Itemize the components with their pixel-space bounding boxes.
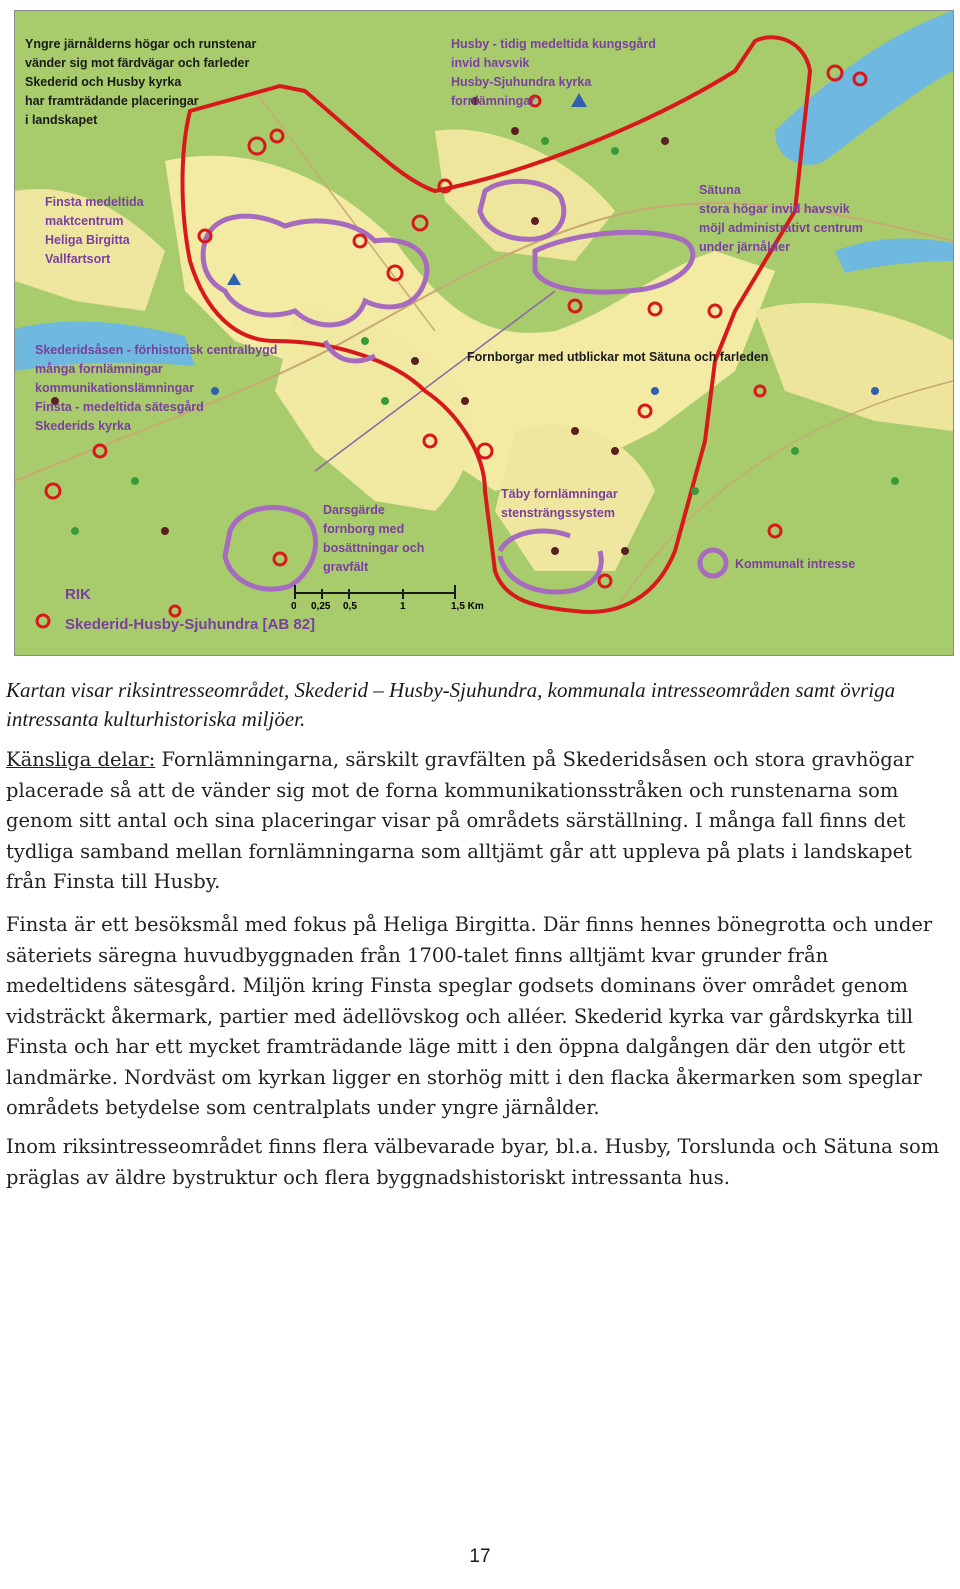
svg-text:Skederidsåsen - förhistorisk c: Skederidsåsen - förhistorisk centralbygd: [35, 343, 278, 357]
svg-text:maktcentrum: maktcentrum: [45, 214, 124, 228]
svg-text:Sätuna: Sätuna: [699, 183, 741, 197]
svg-text:0: 0: [291, 601, 297, 612]
svg-text:Heliga Birgitta: Heliga Birgitta: [45, 233, 130, 247]
svg-text:Skederid och Husby kyrka: Skederid och Husby kyrka: [25, 75, 182, 89]
svg-text:under järnålder: under järnålder: [699, 240, 790, 254]
fornborgar-label: Fornborgar med utblickar mot Sätuna och farleden: [467, 350, 769, 364]
svg-text:Darsgärde: Darsgärde: [323, 503, 385, 517]
svg-text:invid havsvik: invid havsvik: [451, 56, 530, 70]
kommunalt-intresse-legend-label: Kommunalt intresse: [735, 557, 856, 571]
sensitive-parts-text: Fornlämningarna, särskilt gravfälten på Skederidsåsen och stora gravhögar placerade så att de vänder sig mot de forna kommunikationsstråken och runstenarna som genom sitt antal och sina placeringar visar på områdets särställning. I många fall finns det tydliga samband mellan fornlämningarna som alltjämt går att uppleva på plats i landskapet från Finsta till Husby.: [6, 748, 914, 893]
svg-text:0,5: 0,5: [343, 601, 357, 612]
svg-text:Finsta - medeltida sätesgård: Finsta - medeltida sätesgård: [35, 400, 204, 414]
svg-text:fornlämningar: fornlämningar: [451, 94, 536, 108]
map-caption: Kartan visar riksintresseområdet, Skederid – Husby-Sjuhundra, kommunala intresseområden samt övriga intressanta kulturhistoriska miljöer.: [6, 678, 896, 731]
rik-label: RIK: [65, 586, 91, 603]
rik-name-label: Skederid-Husby-Sjuhundra [AB 82]: [65, 616, 316, 633]
villages-paragraph: Inom riksintresseområdet finns flera välbevarade byar, bl.a. Husby, Torslunda och Sätuna som präglas av äldre bystruktur och flera byggnadshistoriskt intressanta hus.: [6, 1135, 940, 1189]
svg-text:gravfält: gravfält: [323, 560, 369, 574]
svg-text:kommunikationslämningar: kommunikationslämningar: [35, 381, 195, 395]
svg-text:Yngre järnålderns högar och ru: Yngre järnålderns högar och runstenar: [25, 37, 257, 51]
svg-text:fornborg med: fornborg med: [323, 522, 405, 536]
svg-text:Skederids kyrka: Skederids kyrka: [35, 419, 131, 433]
svg-text:Täby fornlämningar: Täby fornlämningar: [501, 487, 618, 501]
map-graphic: [15, 11, 953, 655]
svg-text:många fornlämningar: många fornlämningar: [35, 362, 163, 376]
svg-text:stora högar invid havsvik: stora högar invid havsvik: [699, 202, 850, 216]
svg-text:Finsta medeltida: Finsta medeltida: [45, 195, 144, 209]
svg-text:möjl administrativt centrum: möjl administrativt centrum: [699, 221, 863, 235]
svg-text:stensträngssystem: stensträngssystem: [501, 506, 615, 520]
finsta-paragraph: Finsta är ett besöksmål med fokus på Heliga Birgitta. Där finns hennes bönegrotta och under säteriets säregna huvudbyggnaden från 1700-talet finns alltjämt kvar grunder från medeltidens sätesgård. Miljön kring Finsta speglar godsets dominans över området genom vidsträckt åkermark, partier med ädellövskog och alléer. Skederid kyrka var gårdskyrka till Finsta och har ett mycket framträdande läge mitt i den öppna dalgången där den utgör ett landmärke. Nordväst om kyrkan ligger en storhög mitt i den flacka åkermarken som speglar områdets betydelse som centralplats under yngre järnålder.: [6, 913, 933, 1119]
svg-text:1: 1: [400, 601, 406, 612]
svg-text:Husby - tidig medeltida kungsg: Husby - tidig medeltida kungsgård: [451, 37, 656, 51]
svg-text:1,5 Km: 1,5 Km: [451, 601, 484, 612]
svg-text:vänder sig mot färdvägar och f: vänder sig mot färdvägar och farleder: [25, 56, 250, 70]
svg-text:0,25: 0,25: [311, 601, 331, 612]
sensitive-parts-lead: Känsliga delar:: [6, 748, 156, 771]
riksintresse-map: [14, 10, 954, 656]
svg-text:Vallfartsort: Vallfartsort: [45, 252, 111, 266]
svg-text:Husby-Sjuhundra kyrka: Husby-Sjuhundra kyrka: [451, 75, 592, 89]
svg-text:bosättningar och: bosättningar och: [323, 541, 425, 555]
svg-text:i landskapet: i landskapet: [25, 113, 98, 127]
page-number: 17: [469, 1546, 491, 1567]
sensitive-parts-paragraph: [6, 745, 946, 898]
svg-text:har framträdande placeringar: har framträdande placeringar: [25, 94, 199, 108]
